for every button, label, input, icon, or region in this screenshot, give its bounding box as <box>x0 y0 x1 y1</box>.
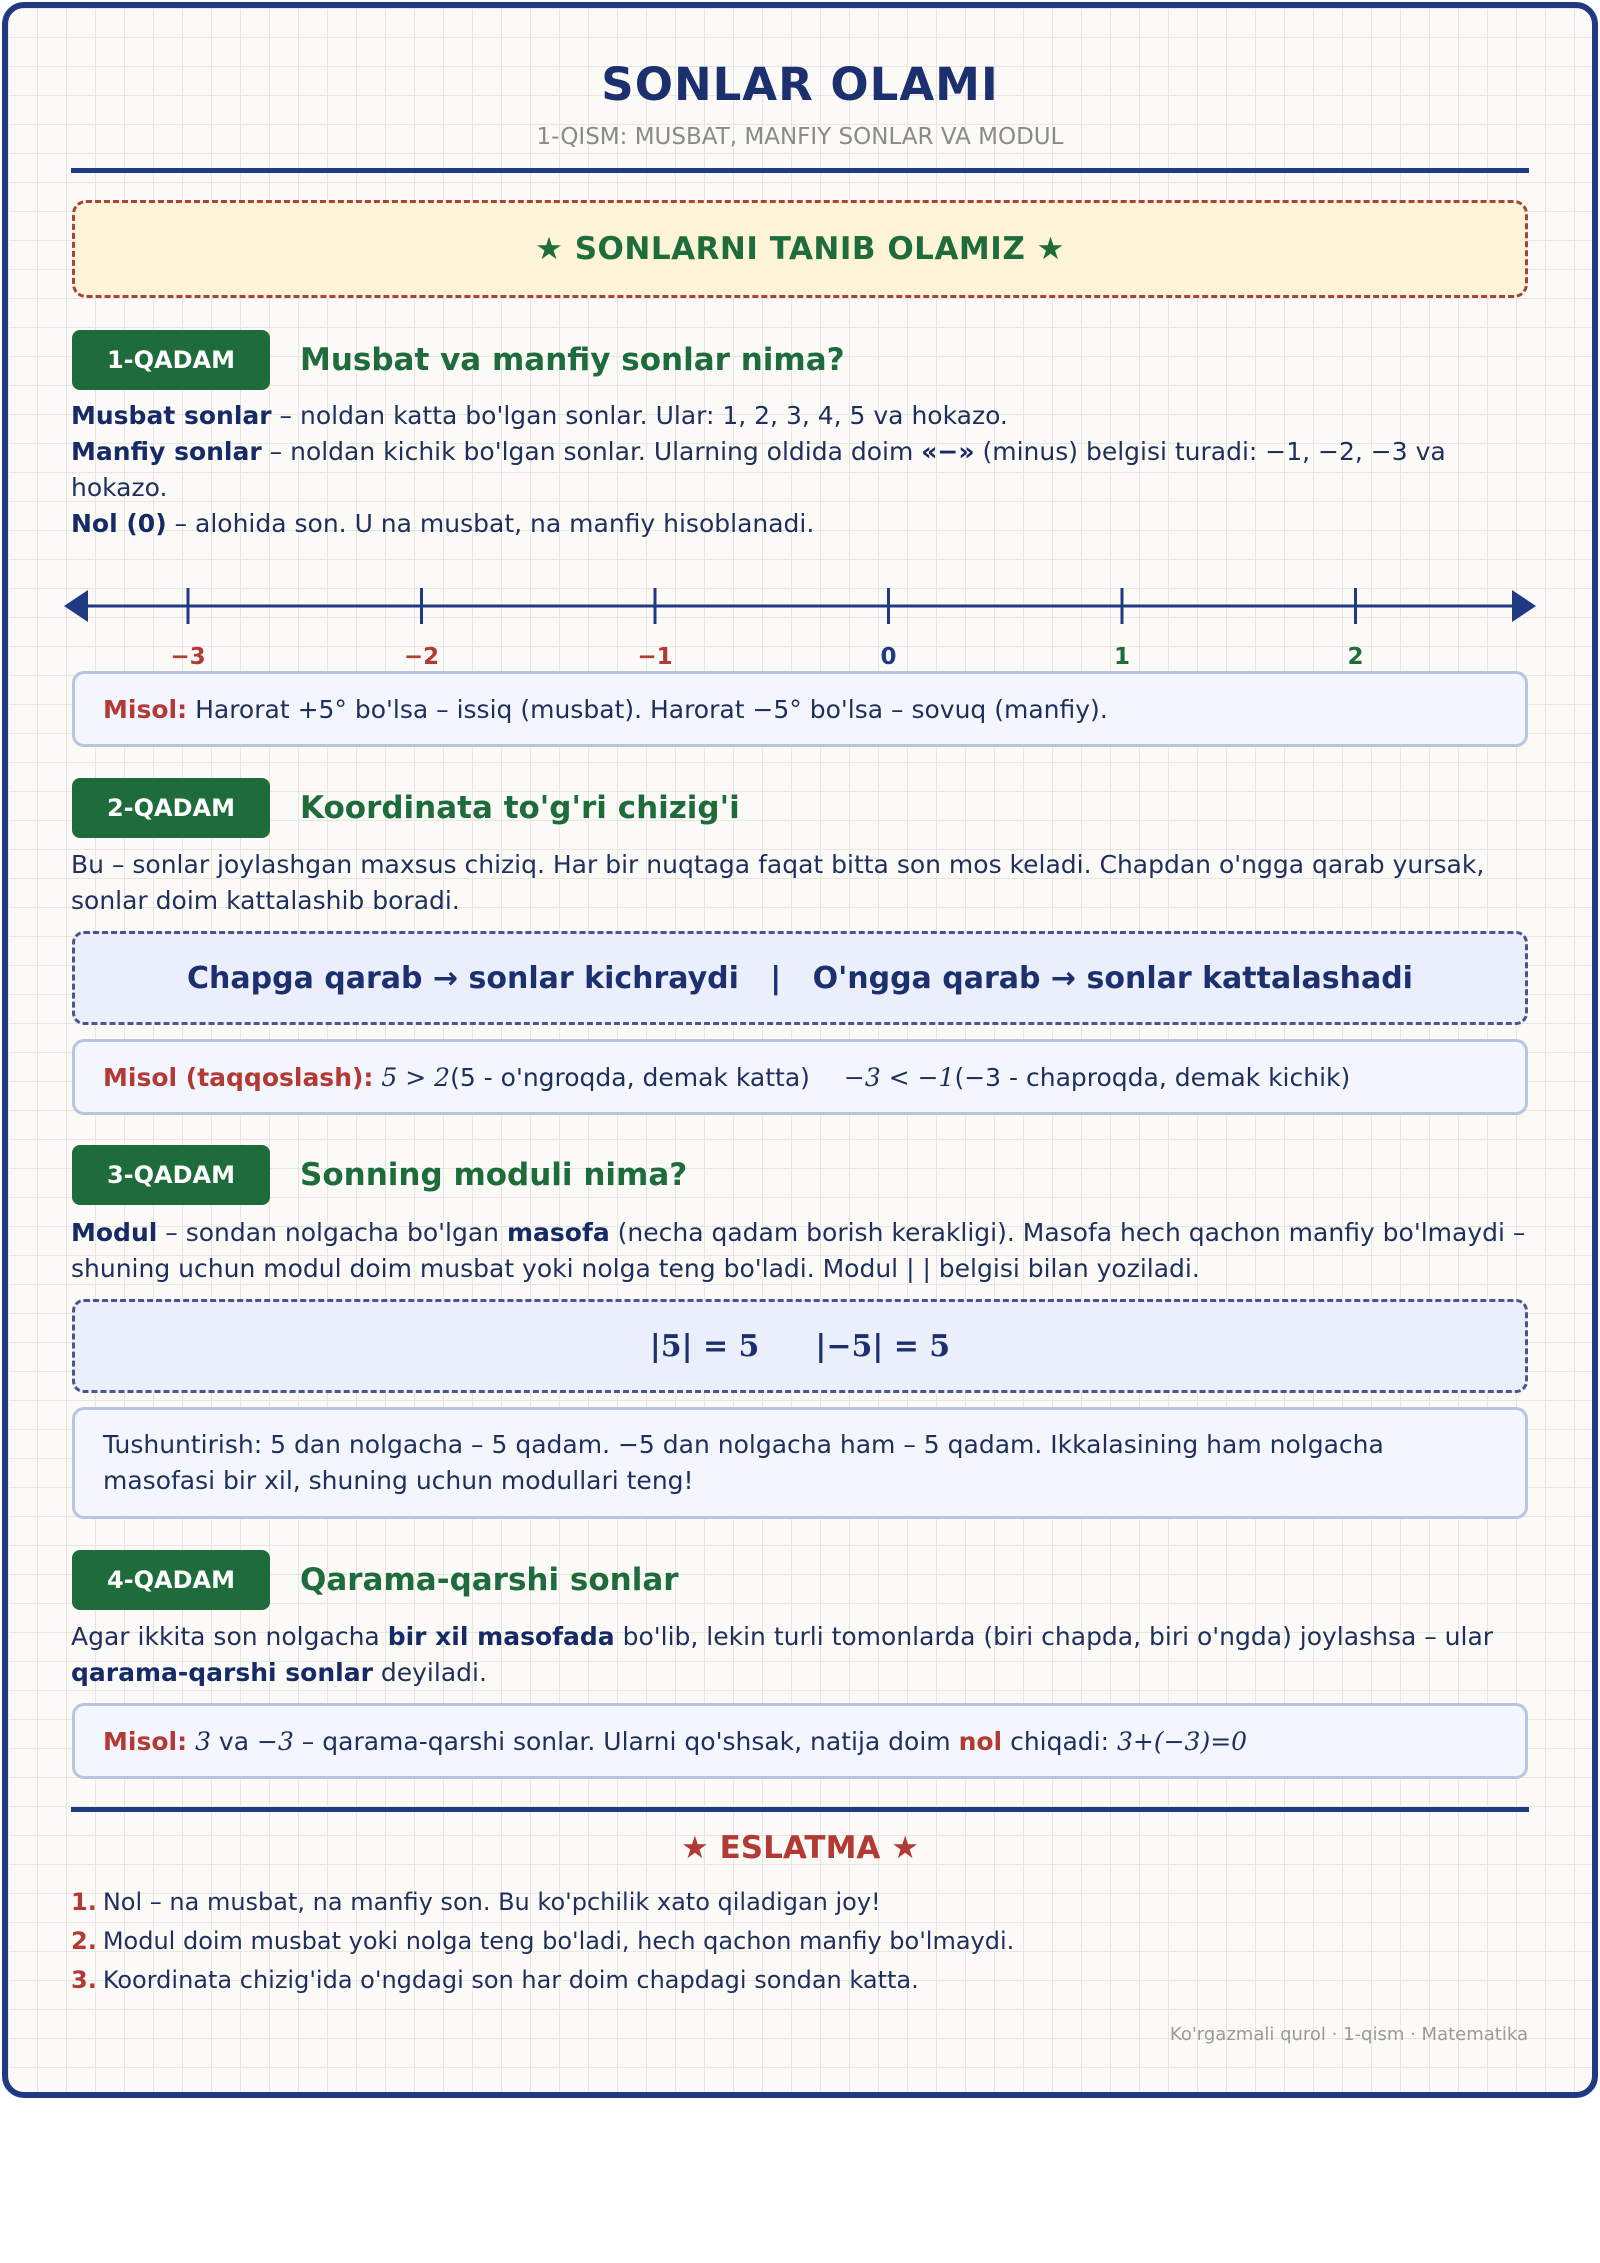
left-arrow-icon <box>64 590 88 622</box>
distance-term: masofa <box>506 1218 610 1247</box>
note-text: Nol – na musbat, na manfiy son. Bu ko'pchilik xato qiladigan joy! <box>102 1888 881 1916</box>
notes-divider <box>71 1807 1529 1812</box>
same-distance-term: bir xil masofada <box>387 1622 615 1651</box>
direction-rule-box: Chapga qarab → sonlar kichraydi | O'ngga qarab → sonlar kattalashadi <box>72 931 1528 1025</box>
step-1-title: Musbat va manfiy sonlar nima? <box>300 342 845 378</box>
step-4-header <box>72 1550 679 1610</box>
negative-def-b: (minus) belgisi turadi: −1, −2, −3 va hokazo. <box>71 437 1446 502</box>
right-arrow-icon <box>1512 590 1536 622</box>
modulus-term: Modul <box>71 1218 158 1247</box>
example-conj: va <box>210 1726 257 1756</box>
step-3-header <box>72 1145 687 1205</box>
opposite-def-c: deyiladi. <box>372 1658 487 1687</box>
notes-title: ★ ESLATMA ★ <box>681 1830 919 1866</box>
example-opposite-number: −3 <box>257 1726 294 1756</box>
comparison-1: 5 > 2 <box>381 1062 451 1092</box>
note-text: Koordinata chizig'ida o'ngdagi son har doim chapdagi sondan katta. <box>102 1966 919 1994</box>
step-4-text <box>71 1619 1531 1691</box>
zero-def: – alohida son. U na musbat, na manfiy hisoblanadi. <box>166 509 815 538</box>
formula-1: |5| = 5 <box>649 1328 760 1364</box>
modulus-def-b: (necha qadam borish kerakligi). Masofa hech qachon manfiy bo'lmaydi – shuning uchun modul doim musbat yoki nolga teng bo'ladi. Modul | | belgisi bilan yoziladi. <box>71 1218 1526 1283</box>
step-3-text <box>71 1215 1531 1287</box>
step-1-header <box>72 330 845 390</box>
step-1-text <box>71 398 1531 542</box>
example-label: Misol (taqqoslash): <box>103 1062 374 1092</box>
note-text: Modul doim musbat yoki nolga teng bo'ladi, hech qachon manfiy bo'lmaydi. <box>102 1927 1015 1955</box>
negative-def-a: – noldan kichik bo'lgan sonlar. Ularning oldida doim <box>261 437 922 466</box>
step-3-explanation-box <box>72 1407 1528 1519</box>
example-number: 3 <box>195 1726 211 1756</box>
page-subtitle: 1-QISM: MUSBAT, MANFIY SONLAR VA MODUL <box>536 124 1064 150</box>
positive-def: – noldan katta bo'lgan sonlar. Ular: 1, 2, 3, 4, 5 va hokazo. <box>271 401 1008 430</box>
explanation-text: Tushuntirish: 5 dan nolgacha – 5 qadam. −5 dan nolgacha ham – 5 qadam. Ikkalasining ham nolgacha masofasi bir xil, shuning uchun modullari teng! <box>103 1430 1384 1495</box>
note-number: 3. <box>71 1966 97 1994</box>
note-item <box>71 1966 919 1994</box>
note-item <box>71 1927 1014 1955</box>
tick-label: −3 <box>170 644 206 670</box>
note-item <box>71 1888 881 1916</box>
comparison-2-note: (−3 - chaproqda, demak kichik) <box>954 1062 1351 1092</box>
step-4-title: Qarama-qarshi sonlar <box>300 1562 679 1598</box>
opposite-def-b: bo'lib, lekin turli tomonlarda (biri chapda, biri o'ngda) joylashsa – ular <box>614 1622 1494 1651</box>
step-2-text: Bu – sonlar joylashgan maxsus chiziq. Har bir nuqtaga faqat bitta son mos keladi. Chapdan o'ngga qarab yursak, sonlar doim kattalashib boradi. <box>71 850 1485 915</box>
example-text: – qarama-qarshi sonlar. Ularni qo'shsak, natija doim <box>293 1726 959 1756</box>
step-2-badge: 2-QADAM <box>72 778 270 838</box>
minus-sign: «−» <box>921 437 975 466</box>
opposite-def-a: Agar ikkita son nolgacha <box>71 1622 388 1651</box>
zero-term: Nol (0) <box>71 509 167 538</box>
tick-label: 0 <box>880 644 897 670</box>
step-3-badge: 3-QADAM <box>72 1145 270 1205</box>
example-label: Misol: <box>103 694 188 724</box>
step-2-title: Koordinata to'g'ri chizig'i <box>300 790 740 826</box>
step-2-header <box>72 778 740 838</box>
tick-label: 1 <box>1113 644 1131 670</box>
note-number: 2. <box>71 1927 97 1955</box>
step-4-example-box <box>72 1703 1528 1779</box>
comparison-2: −3 < −1 <box>843 1062 955 1092</box>
zero-word: nol <box>958 1726 1003 1756</box>
comparison-1-note: (5 - o'ngroqda, demak katta) <box>450 1062 810 1092</box>
step-2-example-box <box>72 1039 1528 1115</box>
negative-term: Manfiy sonlar <box>71 437 262 466</box>
sum-formula: 3+(−3)=0 <box>1116 1726 1248 1756</box>
example-text: Harorat +5° bo'lsa – issiq (musbat). Harorat −5° bo'lsa – sovuq (manfiy). <box>195 694 1108 724</box>
example-text-end: chiqadi: <box>1002 1726 1117 1756</box>
tick-label: −2 <box>403 644 440 670</box>
header-divider <box>71 168 1529 173</box>
step-1-badge: 1-QADAM <box>72 330 270 390</box>
tick-label: 2 <box>1347 644 1364 670</box>
positive-term: Musbat sonlar <box>71 401 272 430</box>
modulus-formula-box <box>72 1299 1528 1393</box>
step-3-title: Sonning moduli nima? <box>300 1157 688 1193</box>
number-line <box>0 580 1600 680</box>
intro-banner: ★ SONLARNI TANIB OLAMIZ ★ <box>72 200 1528 298</box>
note-number: 1. <box>71 1888 97 1916</box>
step-4-badge: 4-QADAM <box>72 1550 270 1610</box>
opposite-term: qarama-qarshi sonlar <box>71 1658 373 1687</box>
step-1-example-box <box>72 671 1528 747</box>
formula-2: |−5| = 5 <box>815 1328 951 1364</box>
example-label: Misol: <box>103 1726 188 1756</box>
footer-caption: Ko'rgazmali qurol · 1-qism · Matematika <box>1169 2024 1528 2045</box>
tick-label: −1 <box>637 644 673 670</box>
modulus-def-a: – sondan nolgacha bo'lgan <box>157 1218 507 1247</box>
page-title: SONLAR OLAMI <box>601 58 999 111</box>
